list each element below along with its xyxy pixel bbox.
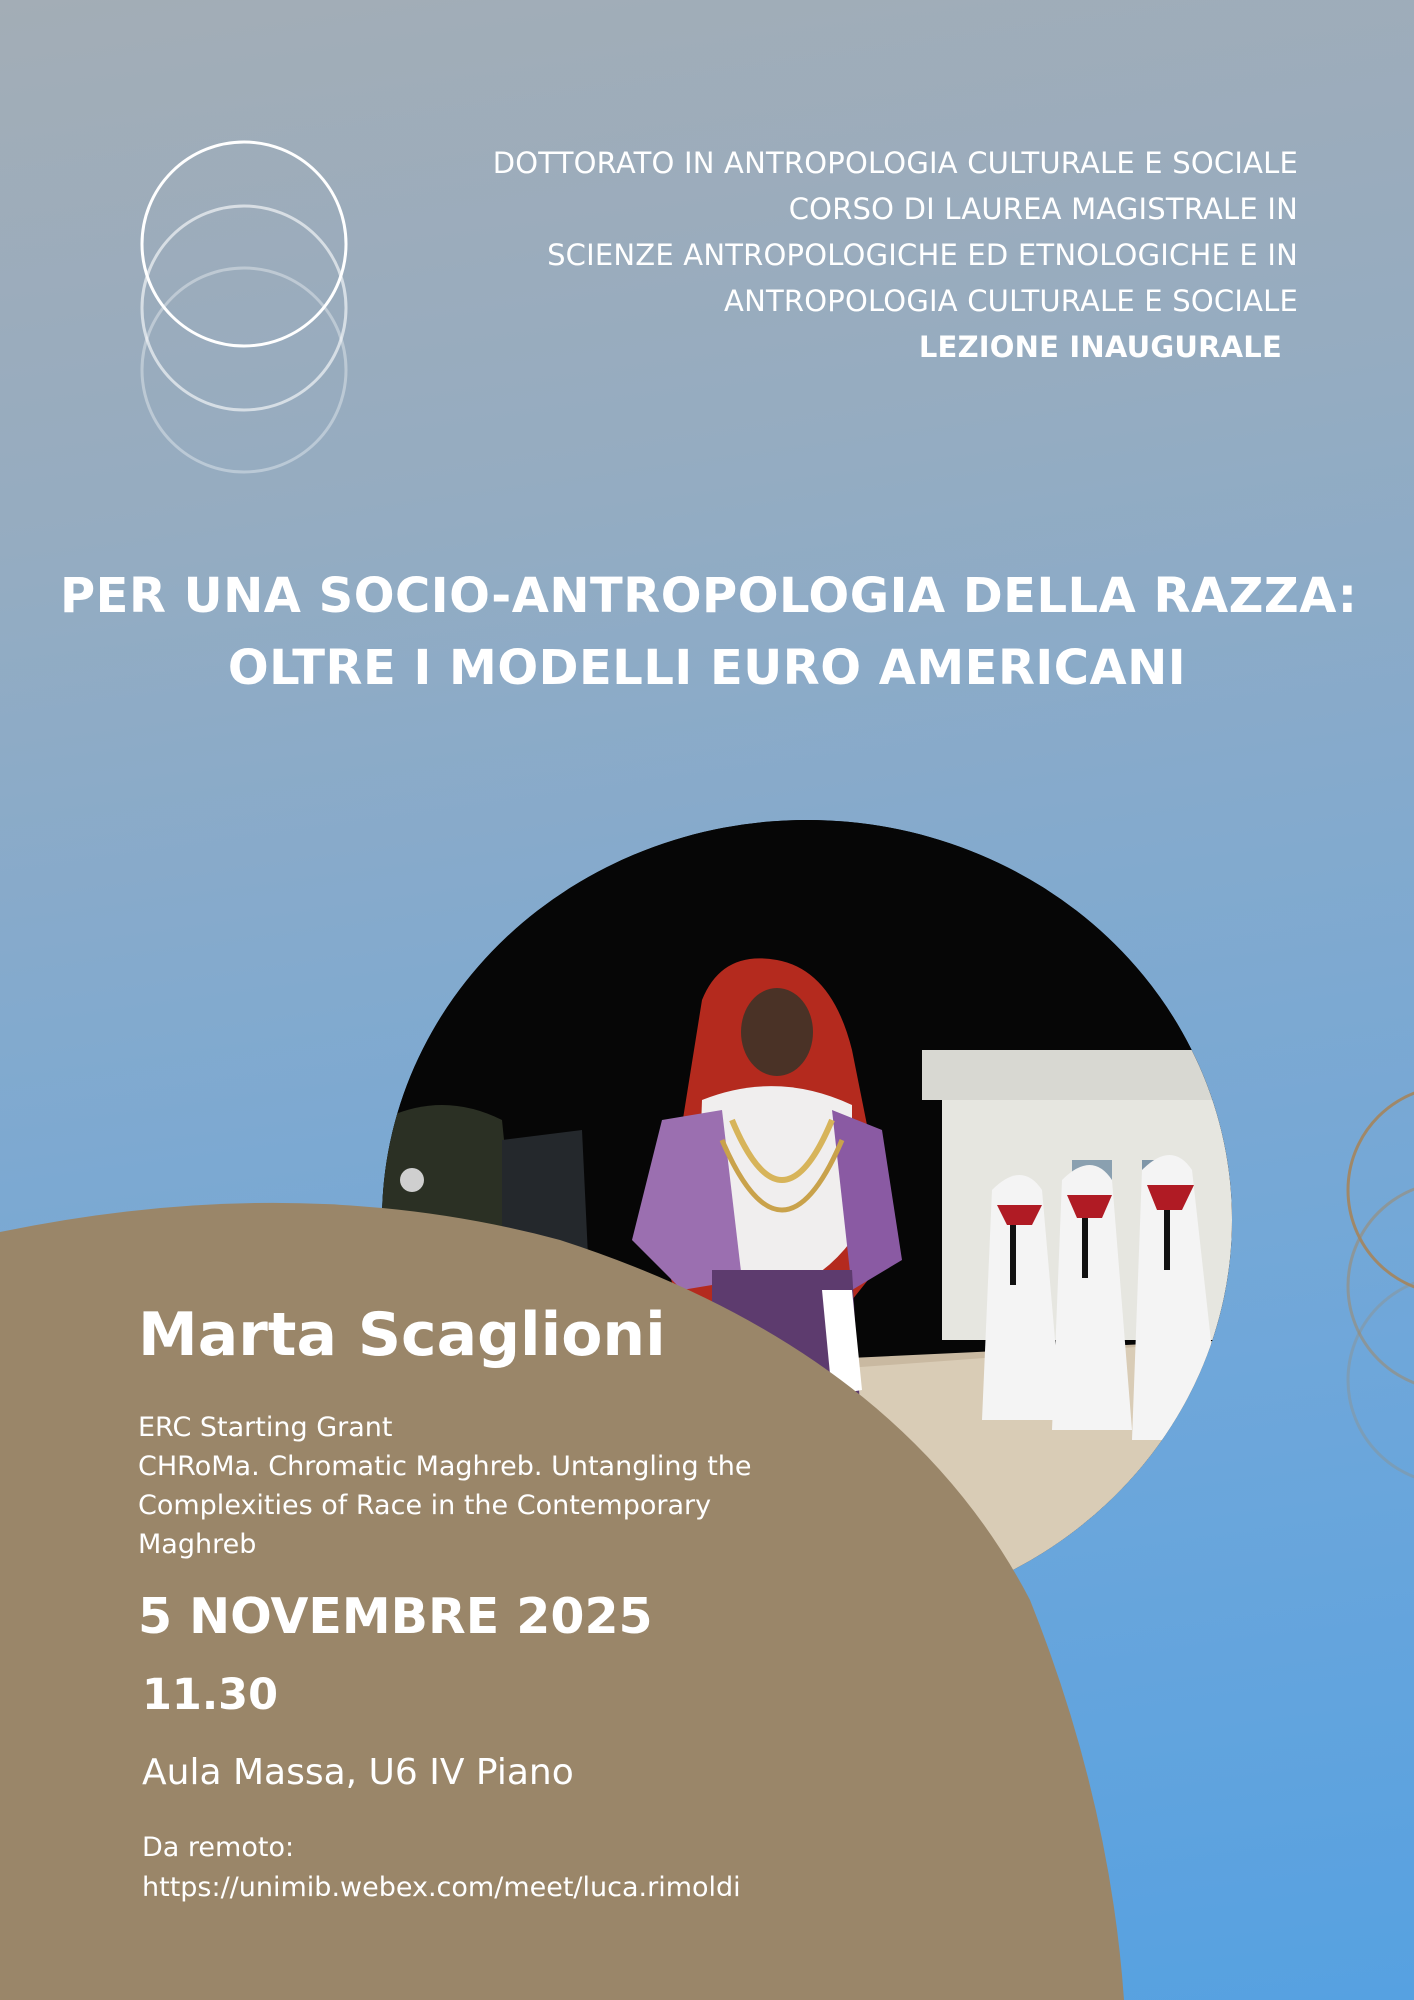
remote-link[interactable]: https://unimib.webex.com/meet/luca.rimoldi [142,1872,741,1903]
header-line-2: CORSO DI LAUREA MAGISTRALE IN [788,192,1298,226]
remote-access [142,1828,741,1908]
event-time: 11.30 [142,1670,279,1720]
affiliation-line-1: ERC Starting Grant [138,1412,393,1443]
affiliation-line-2: CHRoMa. Chromatic Maghreb. Untangling the [138,1451,752,1482]
lecture-title [60,560,1358,704]
header-block [298,140,1298,370]
header-line-4: ANTROPOLOGIA CULTURALE E SOCIALE [724,284,1298,318]
decorative-side-rings-icon [1320,1050,1414,1500]
affiliation-line-4: Maghreb [138,1529,257,1560]
remote-label: Da remoto: [142,1832,295,1863]
event-type-label: LEZIONE INAUGURALE [918,330,1282,364]
speaker-affiliation [138,1408,778,1564]
title-line-2: OLTRE I MODELLI EURO AMERICANI [227,640,1187,696]
header-line-1: DOTTORATO IN ANTROPOLOGIA CULTURALE E SOCIALE [492,146,1298,180]
event-date: 5 NOVEMBRE 2025 [138,1588,653,1645]
affiliation-line-3: Complexities of Race in the Contemporary [138,1490,712,1521]
event-venue: Aula Massa, U6 IV Piano [142,1752,574,1793]
speaker-name: Marta Scaglioni [138,1300,666,1370]
header-line-3: SCIENZE ANTROPOLOGICHE ED ETNOLOGICHE E IN [547,238,1298,272]
title-line-1: PER UNA SOCIO-ANTROPOLOGIA DELLA RAZZA: [60,568,1358,624]
